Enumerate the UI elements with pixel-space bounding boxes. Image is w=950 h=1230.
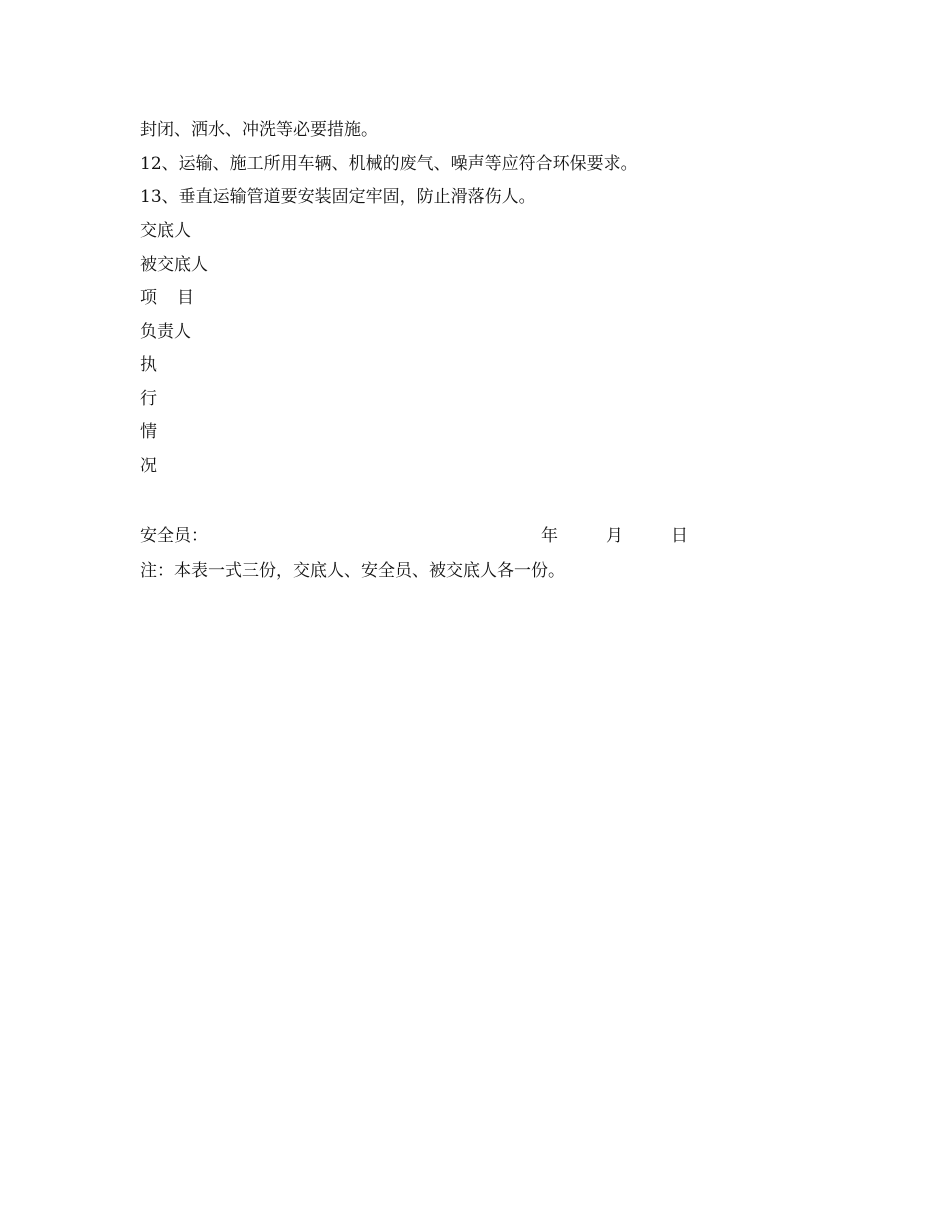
date-year-label: 年 — [541, 526, 558, 546]
safety-officer-label: 安全员： — [140, 526, 208, 546]
measure-continuation-text: 封闭、洒水、冲洗等必要措施。 — [140, 120, 378, 140]
project-label-char-2: 目 — [177, 288, 194, 308]
execution-label-char-1: 执 — [140, 355, 157, 375]
project-label — [140, 287, 194, 309]
execution-label-char-2: 行 — [140, 389, 157, 409]
date-month-label: 月 — [606, 526, 623, 546]
project-label-char-1: 项 — [140, 288, 157, 308]
execution-label-char-3: 情 — [140, 422, 157, 442]
execution-label-char-4: 况 — [140, 456, 157, 476]
footnote: 注：本表一式三份，交底人、安全员、被交底人各一份。 — [140, 561, 565, 581]
measure-item-13: 13、垂直运输管道要安装固定牢固，防止滑落伤人。 — [140, 187, 536, 207]
recipient-label: 被交底人 — [140, 255, 208, 275]
measure-item-12: 12、运输、施工所用车辆、机械的废气、噪声等应符合环保要求。 — [140, 154, 638, 174]
date-day-label: 日 — [671, 526, 688, 546]
responsible-label: 负责人 — [140, 322, 191, 342]
discloser-label: 交底人 — [140, 221, 191, 241]
